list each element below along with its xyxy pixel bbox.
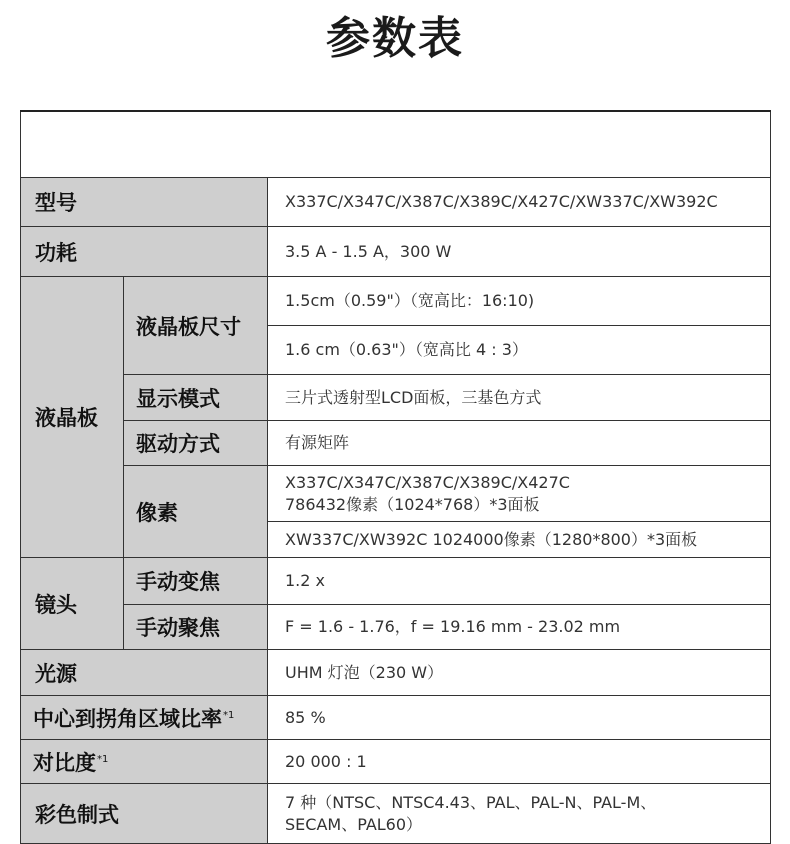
row-value-lcd-size-1: 1.5cm（0.59"）（宽高比：16:10) <box>268 277 771 326</box>
table-header-row <box>21 111 771 178</box>
table-row <box>21 227 771 277</box>
spec-table <box>20 110 771 844</box>
table-row <box>21 375 771 421</box>
row-value-focus: F = 1.6 - 1.76，f = 19.16 mm - 23.02 mm <box>268 605 771 650</box>
row-value-color-system <box>268 784 771 844</box>
row-value-zoom: 1.2 x <box>268 558 771 605</box>
row-value-power: 3.5 A - 1.5 A，300 W <box>268 227 771 277</box>
row-value-pixels-1 <box>268 466 771 522</box>
row-label-lens: 镜头 <box>21 558 124 650</box>
row-label-pixels: 像素 <box>124 466 268 558</box>
table-header-blank <box>21 111 771 178</box>
table-row <box>21 740 771 784</box>
table-row <box>21 650 771 696</box>
row-label-focus: 手动聚焦 <box>124 605 268 650</box>
row-value-color-system-line1: 7 种（NTSC、NTSC4.43、PAL、PAL-N、PAL-M、 <box>285 792 657 812</box>
row-value-pixels-1-line2: 786432像素（1024*768）*3面板 <box>285 494 540 514</box>
table-row <box>21 558 771 605</box>
row-label-contrast <box>21 740 268 784</box>
footnote-marker: *1 <box>97 753 109 765</box>
row-label-power: 功耗 <box>21 227 268 277</box>
table-row <box>21 605 771 650</box>
row-label-model: 型号 <box>21 178 268 227</box>
row-value-color-system-line2: SECAM、PAL60） <box>285 814 423 834</box>
table-row <box>21 466 771 522</box>
page-title: 参数表 <box>326 13 464 64</box>
table-row <box>21 178 771 227</box>
row-label-lcd: 液晶板 <box>21 277 124 558</box>
row-label-display-mode: 显示模式 <box>124 375 268 421</box>
row-label-light-source: 光源 <box>21 650 268 696</box>
row-value-drive-mode: 有源矩阵 <box>268 421 771 466</box>
row-value-lcd-size-2: 1.6 cm（0.63"）（宽高比 4 : 3） <box>268 326 771 375</box>
row-label-drive-mode: 驱动方式 <box>124 421 268 466</box>
row-label-color-system: 彩色制式 <box>21 784 268 844</box>
row-value-light-source: UHM 灯泡（230 W） <box>268 650 771 696</box>
row-value-corner-ratio: 85 % <box>268 696 771 740</box>
row-value-model: X337C/X347C/X387C/X389C/X427C/XW337C/XW392C <box>268 178 771 227</box>
row-value-contrast: 20 000 : 1 <box>268 740 771 784</box>
row-value-pixels-2: XW337C/XW392C 1024000像素（1280*800）*3面板 <box>268 522 771 558</box>
footnote-marker: *1 <box>223 709 235 721</box>
row-value-display-mode: 三片式透射型LCD面板，三基色方式 <box>268 375 771 421</box>
table-row <box>21 784 771 844</box>
row-label-zoom: 手动变焦 <box>124 558 268 605</box>
row-value-pixels-1-line1: X337C/X347C/X387C/X389C/X427C <box>285 472 570 492</box>
table-row <box>21 421 771 466</box>
row-label-lcd-size: 液晶板尺寸 <box>124 277 268 375</box>
table-row <box>21 696 771 740</box>
row-label-corner-ratio <box>21 696 268 740</box>
contrast-label-text: 对比度 <box>33 750 96 775</box>
table-row <box>21 277 771 326</box>
corner-ratio-label-text: 中心到拐角区域比率 <box>33 706 222 731</box>
